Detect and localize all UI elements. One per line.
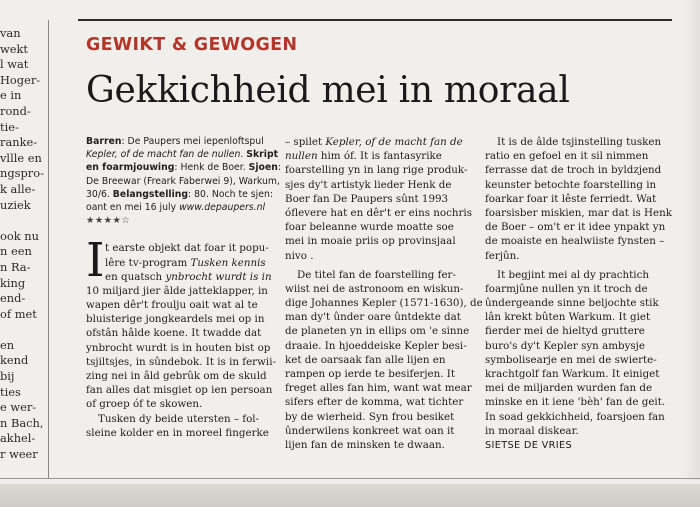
prev-column-line: kend (0, 353, 29, 368)
scan-shadow (682, 0, 700, 480)
text-line: de planeten yn in ellips om 'e sinne (285, 325, 470, 338)
text-line (285, 149, 483, 163)
text-line: It begjint mei al dy prachtich (497, 268, 649, 281)
paragraph (86, 233, 284, 289)
prev-column-line: rond- (0, 103, 31, 118)
text-line (285, 192, 483, 206)
prev-column-line: n een (0, 244, 32, 259)
info-label: en foarmjouwing (86, 162, 175, 174)
prev-column-line: bij (0, 369, 15, 384)
prev-column-line: Hoger- (0, 72, 41, 87)
prev-column-line: king (0, 275, 26, 290)
top-rule (78, 19, 672, 21)
text-line: sleine kolder en in moreel fingerke (86, 426, 269, 439)
info-label: Sjoen (248, 162, 278, 174)
text-line: ofstân hâlde koene. It twadde dat (86, 327, 262, 340)
paragraph (86, 284, 284, 412)
italic-title: Kepler, of de macht fan de (325, 136, 463, 148)
text-line: keunster betochte foarstelling in (485, 178, 657, 191)
text-line: sifers efter de komma, wat tichter (285, 396, 464, 409)
paragraph (86, 412, 284, 440)
text-line: foarkar foar it lêste ferriedt. Wat (485, 192, 657, 205)
drop-cap: I (86, 233, 105, 289)
prev-column-line: ties (0, 384, 21, 399)
play-title: Kepler, of de macht fan de nullen (86, 149, 241, 161)
text-segment: Boer fan De Paupers sûnt 1993 (285, 192, 449, 205)
text-line: buro's dy't Kepler syn ambysje (485, 339, 645, 352)
prev-column-line: r weer (0, 447, 38, 462)
scan-edge (0, 484, 700, 507)
prev-column-line: k alle- (0, 181, 36, 196)
text-line: de Boer – om't er it idee ynpakt yn (485, 221, 666, 234)
text-segment: t earste objekt dat foar it popu- (105, 242, 269, 255)
prev-column-line: l wat (0, 57, 29, 72)
text-segment: mei in moaie priis op provinsjaal (285, 235, 456, 248)
text-line: ferjûn. (485, 249, 520, 262)
text-line: de moaiste en healwiiste fynsten – (485, 235, 665, 248)
prev-column-line: of met (0, 306, 37, 321)
text-line (86, 270, 284, 284)
italic-title: Tusken kennis (190, 256, 266, 269)
column-divider (48, 20, 49, 478)
info-text: : Henk de Boer. (174, 162, 249, 174)
info-text: : 80. Noch te sjen: (188, 188, 273, 200)
text-segment: en quatsch (105, 270, 163, 283)
text-line (285, 178, 483, 192)
text-line: fierder mei de hieltyd gruttere (485, 325, 645, 338)
text-line: lân krekt bûten Warkum. It giet (485, 311, 651, 324)
prev-column-line: van (0, 26, 21, 40)
dropcap-paragraph (86, 233, 284, 289)
text-line: bluisterige jongkeardels mei op in (86, 313, 265, 326)
text-line (86, 241, 284, 255)
text-segment: lêre tv-program (105, 256, 191, 269)
section-kicker: GEWIKT & GEWOGEN (86, 35, 298, 55)
previous-article-column (0, 26, 44, 463)
text-line: wiist nei de astronoom en wiskun- (285, 282, 464, 295)
prev-column-line: vllle en (0, 150, 42, 165)
text-line: by de wierheid. Syn frou besiket (285, 410, 455, 423)
info-label: Belangstelling (112, 188, 189, 200)
author-byline: SIETSE DE VRIES (485, 439, 572, 451)
text-line: draaie. In hjoeddeiske Kepler besi- (285, 339, 467, 352)
text-line: ûnderwilens konkreet wat oan it (285, 424, 455, 437)
text-segment: sjes dy't artistyk lieder Henk de (285, 178, 452, 191)
paragraph (485, 135, 675, 263)
text-line: In soad gekkichheid, foarsjoen fan (485, 410, 665, 423)
text-line: foarsisber miskien, mar dat is Henk (485, 206, 672, 219)
prev-column-line (0, 322, 44, 338)
prev-column-line: n Bach, (0, 415, 44, 430)
text-line: rampen op ierde te besiferjen. It (285, 368, 456, 380)
text-line: zing nei in âld gebrûk om de skuld (86, 370, 267, 382)
text-line: ket de oarsaak fan alle lijen en (285, 353, 446, 366)
text-line (86, 256, 284, 270)
info-text: : (277, 162, 282, 174)
text-line (285, 234, 483, 248)
text-line: of groep óf te skowen. (86, 398, 203, 411)
text-segment: foarstelling yn in lang rige produk- (285, 164, 468, 177)
text-line: fan alles dat misgiet op ien persoan (86, 384, 273, 397)
text-line: freget alles fan him, want wat mear (285, 382, 472, 395)
prev-column-line: ook nu (0, 228, 39, 243)
text-segment: nivo . (285, 249, 314, 262)
prev-column-line: n Ra- (0, 259, 31, 274)
text-line: dige Johannes Kepler (1571-1630), de (285, 297, 483, 310)
text-line: Tusken dy beide utersten – fol- (98, 412, 260, 425)
text-line: foarmjûne nullen yn it troch de (485, 282, 648, 295)
text-line: in moraal diskear. (485, 424, 579, 437)
text-line: De titel fan de foarstelling fer- (297, 268, 456, 281)
info-text: : De Paupers mei iepenloftspul (121, 136, 264, 147)
info-text: oant en mei 16 july (86, 201, 180, 213)
italic-title: nullen (285, 150, 318, 163)
prev-column-line: en (0, 337, 15, 352)
paragraph (485, 268, 675, 438)
text-line: It is de âlde tsjinstelling tusken (497, 136, 662, 148)
text-segment: him óf. It is fantasyrike (317, 150, 442, 163)
text-line: ûndergeande sinne beljochte stik (485, 297, 659, 310)
text-line: wapen dêr't froulju oait wat al te (86, 299, 258, 312)
article-headline: Gekkichheid mei in moraal (86, 70, 570, 111)
prev-column-line: end- (0, 291, 26, 306)
prev-column-line: ngspro- (0, 166, 44, 181)
text-line (285, 220, 483, 234)
prev-column-line: tie- (0, 119, 19, 134)
text-line: ynbrocht wurdt is in houten bist op (86, 341, 271, 354)
rating-stars: ★★★★☆ (86, 215, 131, 227)
info-text: 30/6. (86, 188, 113, 200)
article-column-3 (485, 135, 675, 451)
text-segment: foar beleanne wurde moatte soe (285, 221, 454, 234)
prev-column-line: e in (0, 88, 22, 103)
info-label: Barren (86, 136, 122, 147)
text-line: mei de miljarden wurden fan de (485, 382, 653, 395)
text-line: ratio en gefoel en it sil nimmen (485, 150, 649, 163)
prev-column-line: akhel- (0, 431, 36, 446)
paragraph (285, 135, 483, 263)
text-line: tsjiltsjes, in sûndebok. It is in ferwii- (86, 355, 276, 368)
text-line (285, 249, 483, 263)
info-label: Skript (246, 149, 279, 161)
text-line: minske en it iene 'bèh' fan de geit. (485, 396, 666, 409)
text-line: ferrasse dat de troch in byldzjend (485, 164, 662, 177)
text-line (285, 206, 483, 220)
italic-title: ynbrocht wurdt is in (162, 270, 272, 283)
article-column-2 (285, 135, 483, 452)
text-line: lijen fan de minsken te dwaan. (285, 438, 445, 451)
paragraph (285, 268, 483, 452)
text-line: symbolisearje en mei de swierte- (485, 353, 657, 366)
text-line: man dy't ûnder oare ûntdekte dat (285, 311, 461, 324)
bottom-rule (0, 478, 700, 479)
text-line: 10 miljard jier âlde jatteklapper, in (86, 284, 268, 297)
prev-column-line: uziek (0, 197, 31, 212)
info-text: De Breewar (Freark Faberwei 9), Warkum, (86, 175, 280, 187)
prev-column-line: wekt (0, 41, 28, 56)
text-line: krachtgolf fan Warkum. It einiget (485, 368, 660, 380)
prev-column-line: ranke- (0, 135, 38, 150)
website-link[interactable]: www.depaupers.nl (179, 201, 266, 213)
prev-column-line (0, 213, 44, 229)
text-line (285, 135, 483, 149)
text-segment: óflevere hat en dêr't er eins nochris (285, 206, 472, 219)
article-column-1 (86, 135, 284, 440)
prev-column-line: e wer- (0, 400, 37, 415)
production-info: Barren: De Paupers mei iepenloftspul Kepler, of de macht fan de nullen. Skript en foarmjouwing: Henk de Boer. Sjoen: De Breewar (Freark Faberwei 9), Warkum, 30/6. Belangstelling: 80. Noch te sjen: oant en mei 16 july www.depaupers.nl ★★★★☆ (86, 135, 284, 227)
text-segment: – spilet (285, 136, 326, 148)
text-line (285, 163, 483, 177)
